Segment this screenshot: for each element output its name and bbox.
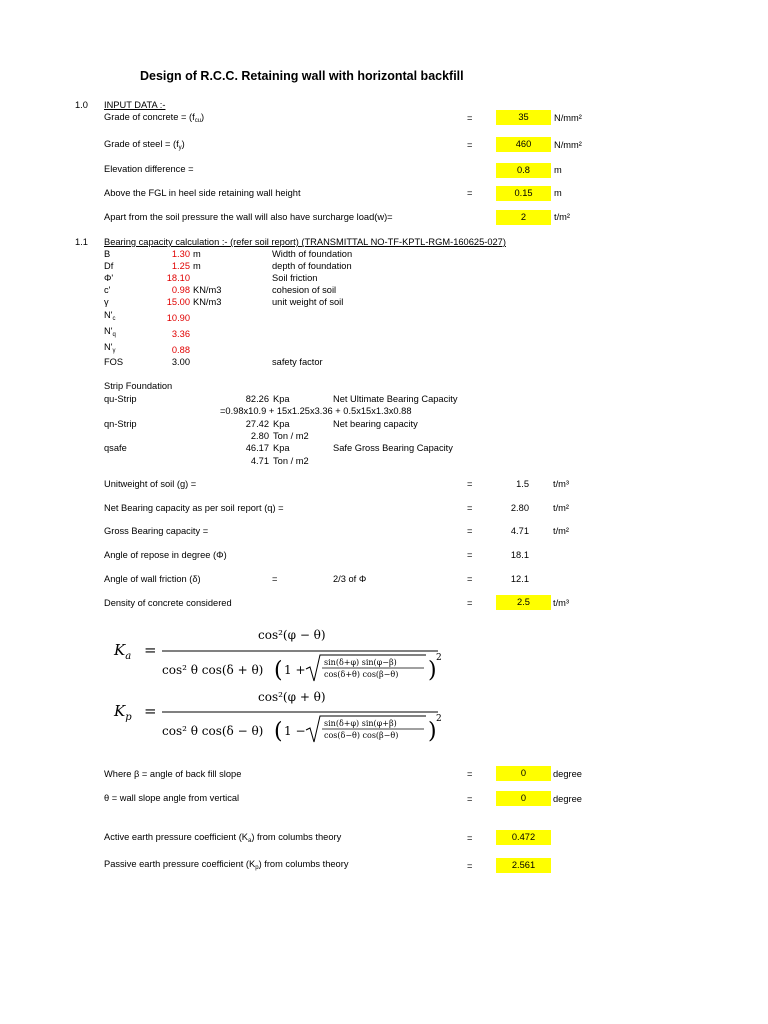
unit-label: t/m² — [554, 212, 571, 222]
input-value-concrete[interactable]: 35 — [496, 110, 551, 125]
ka-denominator-left: cos² θ cos(δ + θ) — [162, 663, 264, 677]
param-description: Width of foundation — [272, 249, 353, 259]
input-label-surcharge: Apart from the soil pressure the wall will also have surcharge load(w)= — [104, 212, 393, 222]
param-description: safety factor — [272, 357, 323, 367]
input-value-wall-height[interactable]: 0.15 — [496, 186, 551, 201]
param-symbol: Df — [104, 261, 114, 271]
row-label-net-bearing: Net Bearing capacity as per soil report (q) = — [104, 503, 284, 513]
qn-unit-ton: Ton / m2 — [273, 431, 309, 441]
input-label-steel: Grade of steel = $(f_y)$ — [104, 139, 185, 151]
kp-equals: = — [144, 702, 157, 720]
unit-label: t/m³ — [553, 598, 570, 608]
section-number: 1.1 — [75, 237, 88, 247]
qu-unit: Kpa — [273, 394, 290, 404]
param-value: 18.10 — [166, 273, 190, 283]
param-unit: KN/m3 — [193, 297, 222, 307]
qn-unit: Kpa — [273, 419, 290, 429]
unit-label: t/m² — [553, 503, 570, 513]
wall-friction-expression: 2/3 of Φ — [333, 574, 367, 584]
qu-description: Net Ultimate Bearing Capacity — [333, 394, 458, 404]
qn-value-ton: 2.80 — [250, 431, 269, 441]
param-symbol: γ — [104, 297, 109, 307]
param-value: 0.98 — [171, 285, 190, 295]
param-symbol: $N'_q$ — [104, 326, 116, 338]
qsafe-unit-ton: Ton / m2 — [273, 456, 309, 466]
ka-symbol: $K_a$ — [114, 641, 132, 662]
equals-sign: = — [467, 188, 473, 198]
param-symbol: Φ' — [104, 273, 114, 283]
param-description: Soil friction — [272, 273, 318, 283]
equals-sign: = — [467, 550, 473, 560]
section-heading: Bearing capacity calculation :- (refer soil report) (TRANSMITTAL NO-TF-KPTL-RGM-160625-027) — [104, 237, 506, 247]
unit-label: N/mm² — [554, 140, 582, 150]
equals-sign: = — [467, 526, 473, 536]
equals-sign: = — [467, 113, 473, 123]
kp-right-paren: ) — [428, 719, 437, 744]
row-value-gross-bearing: 4.71 — [510, 526, 529, 536]
input-label-wall-height: Above the FGL in heel side retaining wall height — [104, 188, 301, 198]
value-active-coefficient[interactable]: 0.472 — [496, 830, 551, 845]
kp-numerator: cos²(φ + θ) — [258, 690, 326, 704]
equals-sign: = — [467, 861, 473, 871]
value-passive-coefficient[interactable]: 2.561 — [496, 858, 551, 873]
param-value: 3.00 — [171, 357, 190, 367]
row-label-concrete-density: Density of concrete considered — [104, 598, 232, 608]
row-label-angle-repose: Angle of repose in degree (Φ) — [104, 550, 227, 560]
param-value: 10.90 — [166, 313, 190, 323]
unit-label: degree — [553, 794, 582, 804]
strip-heading: Strip Foundation — [104, 381, 173, 391]
section-number: 1.0 — [75, 100, 88, 110]
ka-numerator: cos²(φ − θ) — [258, 628, 326, 642]
ka-square: 2 — [436, 653, 442, 663]
param-description: unit weight of soil — [272, 297, 344, 307]
unit-label: m — [554, 188, 562, 198]
qsafe-unit: Kpa — [273, 443, 290, 453]
equals-sign: = — [467, 503, 473, 513]
param-value: 1.25 — [171, 261, 190, 271]
qsafe-value-ton: 4.71 — [250, 456, 269, 466]
unit-label: m — [554, 165, 562, 175]
kp-square: 2 — [436, 714, 442, 724]
row-label-backfill-slope: Where β = angle of back fill slope — [104, 769, 242, 779]
equals-sign: = — [467, 479, 473, 489]
kp-radical-bottom: cos(δ−θ) cos(β−θ) — [324, 731, 399, 740]
qn-label: qn-Strip — [104, 419, 137, 429]
unit-label: t/m² — [553, 526, 570, 536]
param-value: 1.30 — [171, 249, 190, 259]
qu-label: qu-Strip — [104, 394, 137, 404]
kp-sign: 1 − — [284, 724, 306, 738]
qn-description: Net bearing capacity — [333, 419, 418, 429]
equals-sign: = — [467, 140, 473, 150]
equals-sign: = — [272, 574, 278, 584]
equals-sign: = — [467, 769, 473, 779]
equals-sign: = — [467, 794, 473, 804]
param-symbol: FOS — [104, 357, 124, 367]
input-value-wall-slope[interactable]: 0 — [496, 791, 551, 806]
kp-left-paren: ( — [274, 719, 283, 744]
equals-sign: = — [467, 598, 473, 608]
row-label-active-coefficient: Active earth pressure coefficient $(K_a)$ from columbs theory — [104, 832, 342, 844]
param-symbol: $N'_c$ — [104, 310, 116, 322]
unit-label: t/m³ — [553, 479, 570, 489]
ka-right-paren: ) — [428, 658, 437, 683]
input-value-surcharge[interactable]: 2 — [496, 210, 551, 225]
kp-denominator-left: cos² θ cos(δ − θ) — [162, 724, 264, 738]
ka-equals: = — [144, 641, 157, 659]
row-value-angle-repose: 18.1 — [510, 550, 529, 560]
input-value-concrete-density[interactable]: 2.5 — [496, 595, 551, 610]
row-label-wall-slope: θ = wall slope angle from vertical — [104, 793, 240, 803]
qn-value: 27.42 — [245, 419, 269, 429]
equals-sign: = — [467, 833, 473, 843]
unit-label: N/mm² — [554, 113, 582, 123]
param-description: depth of foundation — [272, 261, 352, 271]
input-value-steel[interactable]: 460 — [496, 137, 551, 152]
qsafe-value: 46.17 — [245, 443, 269, 453]
ka-radical-bottom: cos(δ+θ) cos(β−θ) — [324, 670, 399, 679]
input-value-backfill-slope[interactable]: 0 — [496, 766, 551, 781]
param-symbol: B — [104, 249, 111, 259]
row-value-wall-friction: 12.1 — [510, 574, 529, 584]
param-value: 0.88 — [171, 345, 190, 355]
param-unit: m — [193, 261, 201, 271]
ka-left-paren: ( — [274, 658, 283, 683]
qsafe-description: Safe Gross Bearing Capacity — [333, 443, 453, 453]
input-label-concrete: Grade of concrete = $(f_{cu})$ — [104, 112, 205, 124]
coulomb-formula — [108, 619, 458, 749]
row-label-wall-friction: Angle of wall friction (δ) — [104, 574, 201, 584]
ka-sign: 1 + — [284, 663, 306, 677]
param-unit: KN/m3 — [193, 285, 222, 295]
row-label-unit-weight: Unitweight of soil (g) = — [104, 479, 197, 489]
ka-radical-top: sin(δ+φ) sin(φ−β) — [324, 658, 397, 667]
row-label-gross-bearing: Gross Bearing capacity = — [104, 526, 209, 536]
row-value-unit-weight: 1.5 — [516, 479, 529, 489]
input-value-elevation[interactable]: 0.8 — [496, 163, 551, 178]
param-symbol: $N'_\gamma$ — [104, 342, 116, 354]
equals-sign: = — [467, 574, 473, 584]
param-symbol: c' — [104, 285, 111, 295]
row-value-net-bearing: 2.80 — [510, 503, 529, 513]
kp-radical-top: sin(δ+φ) sin(φ+β) — [324, 719, 397, 728]
qu-value: 82.26 — [245, 394, 269, 404]
qsafe-label: qsafe — [104, 443, 127, 453]
section-heading: INPUT DATA :- — [104, 100, 166, 110]
param-value: 15.00 — [166, 297, 190, 307]
kp-symbol: $K_p$ — [114, 702, 132, 723]
row-label-passive-coefficient: Passive earth pressure coefficient $(K_p)$ from columbs theory — [104, 859, 349, 871]
param-value: 3.36 — [171, 329, 190, 339]
unit-label: degree — [553, 769, 582, 779]
param-description: cohesion of soil — [272, 285, 337, 295]
param-unit: m — [193, 249, 201, 259]
qu-formula: =0.98x10.9 + 15x1.25x3.36 + 0.5x15x1.3x0.88 — [220, 406, 412, 416]
input-label-elevation: Elevation difference = — [104, 164, 194, 174]
page-title: Design of R.C.C. Retaining wall with horizontal backfill — [140, 69, 464, 83]
